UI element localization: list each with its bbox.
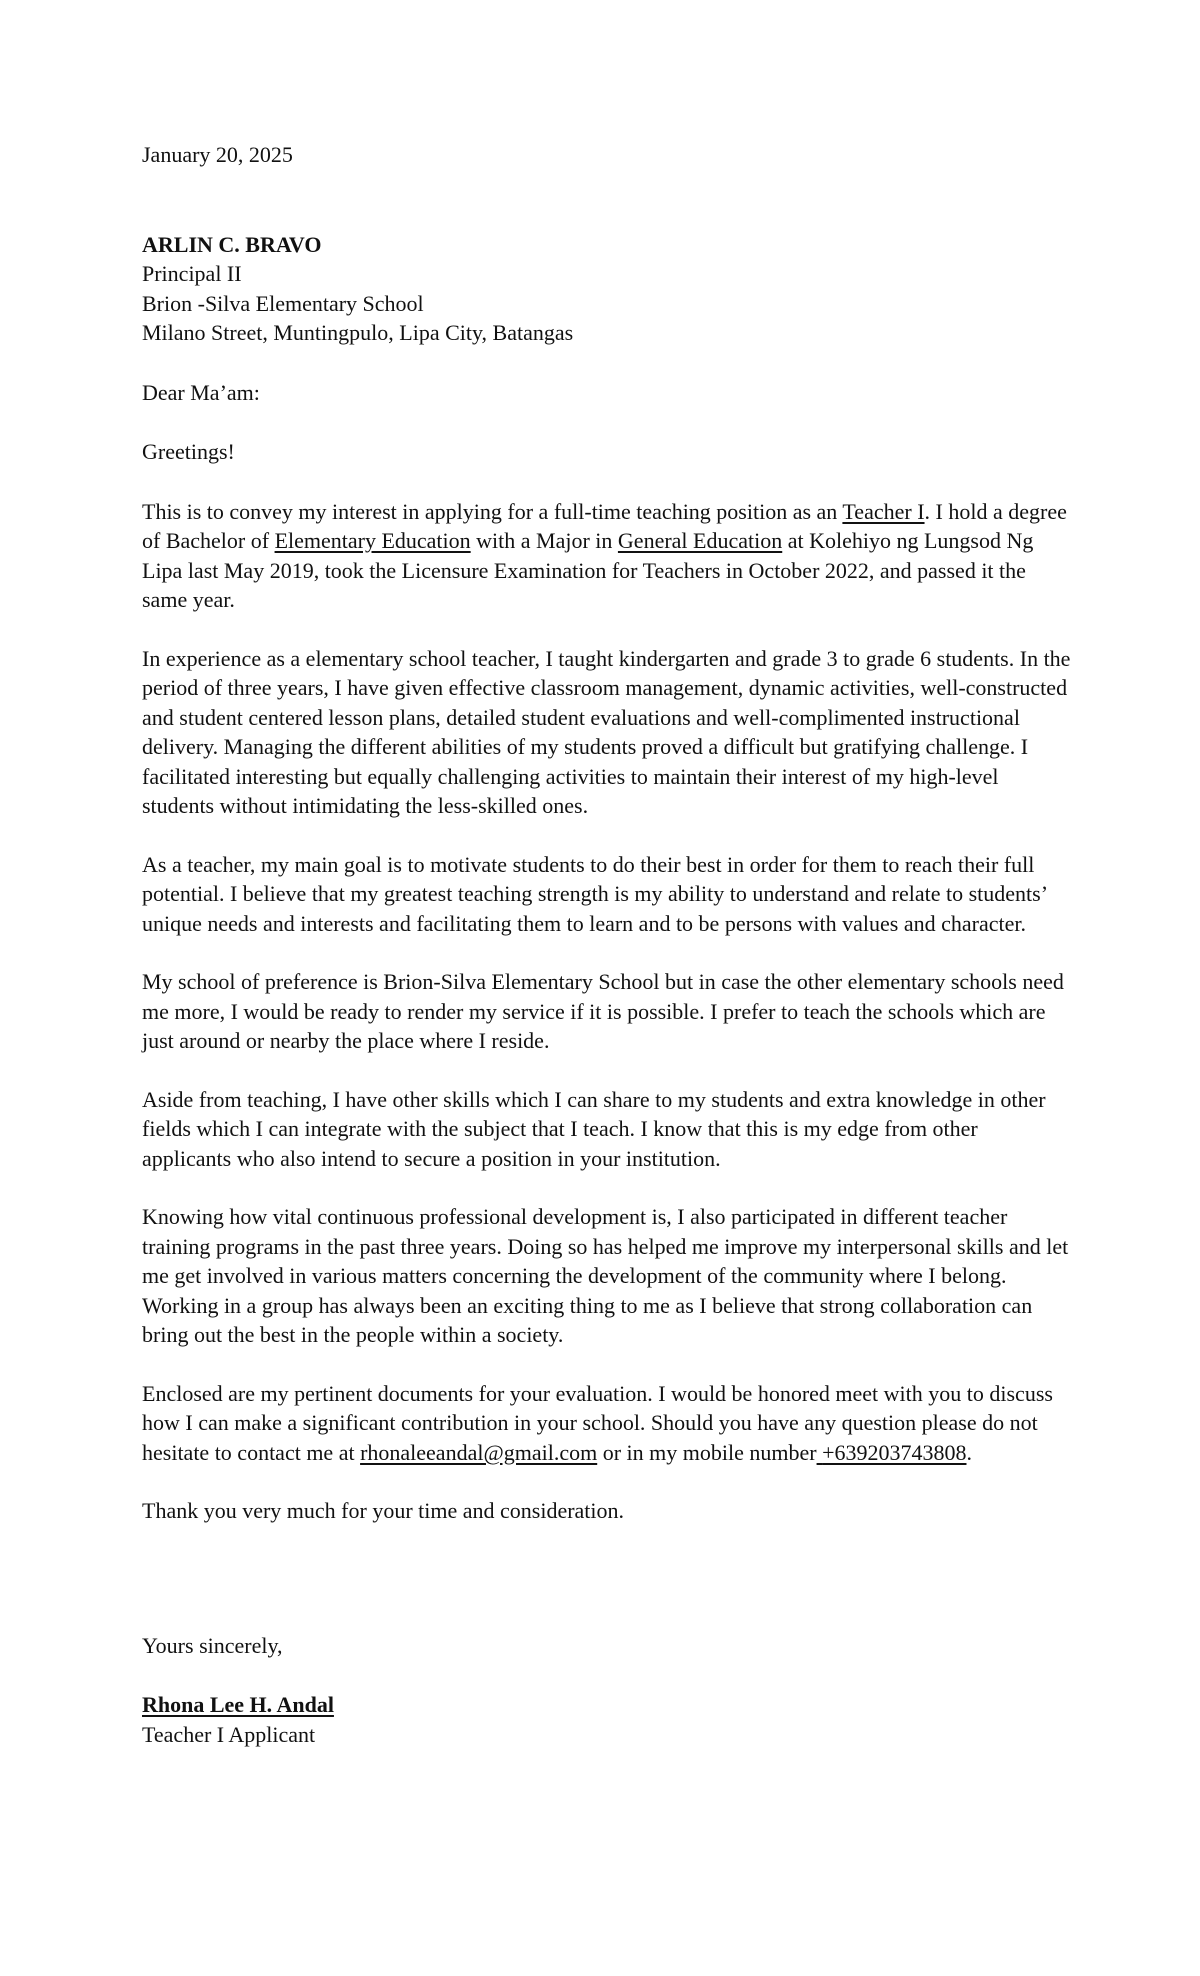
position-link[interactable]: Teacher I bbox=[842, 498, 925, 524]
recipient-block bbox=[142, 230, 1060, 348]
phone-link[interactable]: +639203743808 bbox=[822, 1439, 967, 1465]
email-link[interactable]: rhonaleeandal@gmail.com bbox=[360, 1439, 598, 1465]
signature-block bbox=[142, 1690, 1060, 1749]
major-link[interactable]: General Education bbox=[617, 528, 783, 553]
paragraph-development: Knowing how vital continuous professional development is, I also participated in different teacher training programs in the past three years. Doing so has helped me improve my interpersonal skills and let me get involved in various matters concerning the development of the community where I belong. Working in a group has always been an exciting thing to me as I believe that strong collaboration can bring out the best in the people within a society. bbox=[142, 1204, 1069, 1347]
salutation: Dear Ma’am: bbox=[142, 379, 260, 405]
paragraph-contact bbox=[142, 1379, 1072, 1468]
paragraph-goal: As a teacher, my main goal is to motivate students to do their best in order for them to reach their full potential. I believe that my greatest teaching strength is my ability to understand and relate to students’ unique needs and interests and facilitating them to learn and to be persons with values and character. bbox=[142, 851, 1047, 936]
signature-name: Rhona Lee H. Andal bbox=[142, 1692, 334, 1717]
degree-link[interactable]: Elementary Education bbox=[274, 528, 471, 553]
paragraph-skills: Aside from teaching, I have other skills which I can share to my students and extra knowledge in other fields which I can integrate with the subject that I teach. I know that this is my edge from other applicants who also intend to secure a position in your institution. bbox=[142, 1086, 1046, 1171]
paragraph-contact-text-2: or in my mobile number bbox=[597, 1439, 817, 1465]
paragraph-contact-text-3: . bbox=[966, 1439, 972, 1465]
closing: Yours sincerely, bbox=[142, 1632, 283, 1658]
recipient-address: Milano Street, Muntingpulo, Lipa City, Batangas bbox=[142, 320, 574, 345]
paragraph-intro-text-4: at Kolehiyo ng Lungsod Ng Lipa last May 2019, took the Licensure Examination for Teachers in October 2022, and passed it the same year. bbox=[142, 528, 1034, 612]
paragraph-intro bbox=[142, 497, 1072, 615]
paragraph-thanks: Thank you very much for your time and consideration. bbox=[142, 1498, 625, 1523]
signature-title: Teacher I Applicant bbox=[142, 1721, 316, 1747]
paragraph-experience: In experience as a elementary school teacher, I taught kindergarten and grade 3 to grade 6 students. In the period of three years, I have given effective classroom management, dynamic activities, well-constructed and student centered lesson plans, detailed student evaluations and well-complimented instructional delivery. Managing the different abilities of my students proved a difficult but gratifying challenge. I facilitated interesting but equally challenging activities to maintain their interest of my high-level students without intimidating the less-skilled ones. bbox=[142, 645, 1071, 818]
recipient-title: Principal II bbox=[142, 261, 242, 286]
recipient-name: ARLIN C. BRAVO bbox=[142, 231, 322, 257]
recipient-school: Brion -Silva Elementary School bbox=[142, 290, 424, 316]
letter-date: January 20, 2025 bbox=[142, 142, 293, 167]
paragraph-intro-text-3: with a Major in bbox=[470, 528, 618, 553]
paragraph-intro-text-1: This is to convey my interest in applying for a full-time teaching position as an bbox=[142, 498, 843, 524]
paragraph-intro-text-2: . I hold a degree of Bachelor of bbox=[142, 498, 1067, 553]
paragraph-contact-text-1: Enclosed are my pertinent documents for your evaluation. I would be honored meet with you to discuss how I can make a significant contribution in your school. Should you have any question please do not hesitate to contact me at bbox=[142, 1380, 1053, 1465]
greeting: Greetings! bbox=[142, 439, 235, 464]
paragraph-preference: My school of preference is Brion-Silva Elementary School but in case the other elementary schools need me more, I would be ready to render my service if it is possible. I prefer to teach the schools which are just around or nearby the place where I reside. bbox=[142, 969, 1064, 1053]
